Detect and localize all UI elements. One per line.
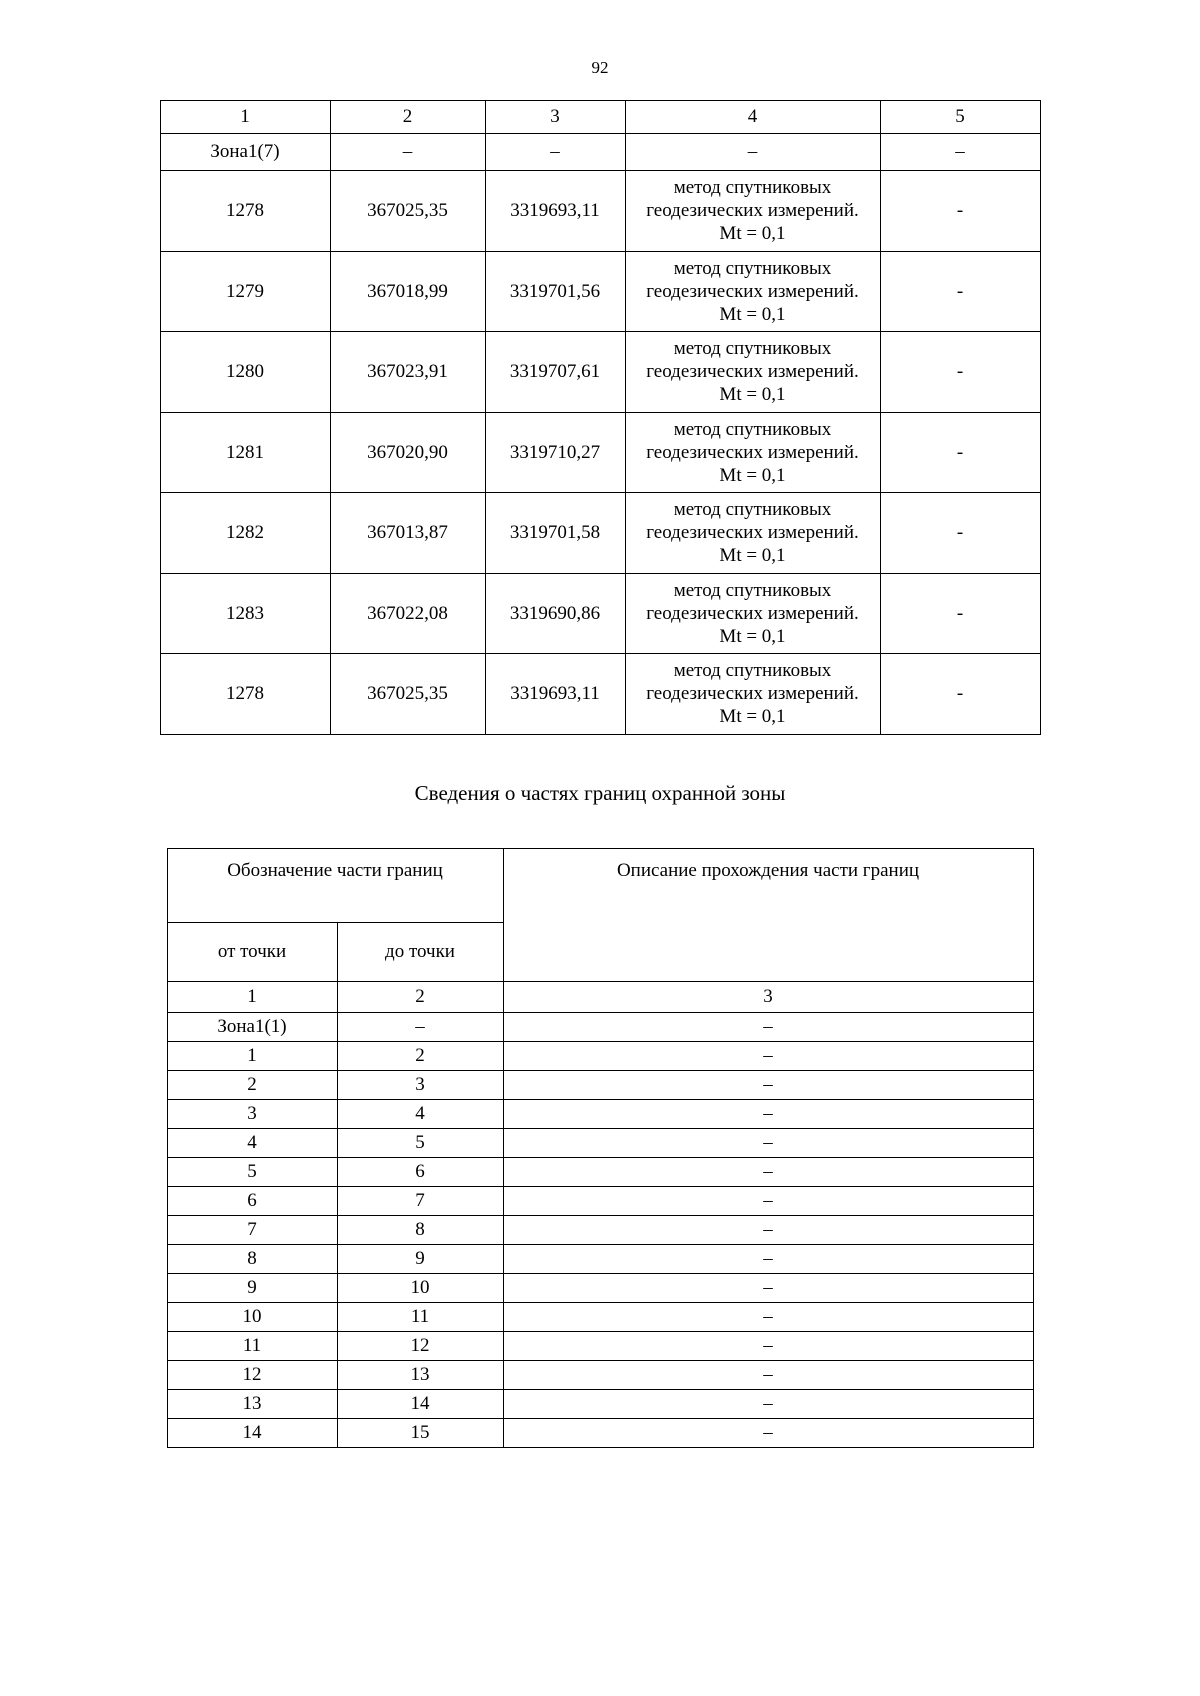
table-cell: - — [880, 251, 1040, 332]
column-header: 3 — [485, 101, 625, 134]
table-cell: 1 — [167, 1041, 337, 1070]
table-cell: метод спутниковых геодезических измерений. Mt = 0,1 — [625, 251, 880, 332]
table-cell: метод спутниковых геодезических измерений. Mt = 0,1 — [625, 493, 880, 574]
table-cell: – — [503, 1418, 1033, 1447]
table-cell: 14 — [167, 1418, 337, 1447]
table-cell: 3319707,61 — [485, 332, 625, 413]
table-cell: – — [503, 1070, 1033, 1099]
table-row — [167, 1099, 1033, 1128]
group-column-header: Обозначение части границ — [167, 848, 503, 922]
table-row — [167, 1012, 1033, 1041]
table-cell: 1278 — [160, 171, 330, 252]
table-row — [160, 493, 1040, 574]
table-cell: 367020,90 — [330, 412, 485, 493]
section-title: Сведения о частях границ охранной зоны — [414, 780, 786, 805]
coordinates-table-body — [160, 134, 1040, 735]
table-cell: – — [503, 1186, 1033, 1215]
table-cell: метод спутниковых геодезических измерений. Mt = 0,1 — [625, 573, 880, 654]
table-cell: 1282 — [160, 493, 330, 574]
table-row — [167, 1360, 1033, 1389]
table-row — [167, 1041, 1033, 1070]
table-cell: 1281 — [160, 412, 330, 493]
table-cell: 1283 — [160, 573, 330, 654]
table-cell: 8 — [167, 1244, 337, 1273]
table-cell: – — [337, 1012, 503, 1041]
to-point-header: до точки — [337, 922, 503, 981]
column-header: 2 — [330, 101, 485, 134]
boundary-parts-table — [167, 848, 1034, 1448]
table-cell: 6 — [167, 1186, 337, 1215]
table-cell: 14 — [337, 1389, 503, 1418]
page-number: 92 — [591, 58, 609, 77]
table-cell: - — [880, 573, 1040, 654]
table-cell: – — [503, 1244, 1033, 1273]
table-number-row — [167, 981, 1033, 1012]
table-cell: – — [503, 1331, 1033, 1360]
table-row — [160, 573, 1040, 654]
column-header: 4 — [625, 101, 880, 134]
table-cell: 3 — [337, 1070, 503, 1099]
table-cell: – — [880, 134, 1040, 171]
table-cell: – — [485, 134, 625, 171]
table-cell: 7 — [337, 1186, 503, 1215]
table-cell: 367025,35 — [330, 171, 485, 252]
table-cell: 13 — [167, 1389, 337, 1418]
description-column-header: Описание прохождения части границ — [503, 848, 1033, 981]
table-cell: 3319693,11 — [485, 171, 625, 252]
table-cell: 13 — [337, 1360, 503, 1389]
table-cell: 3319690,86 — [485, 573, 625, 654]
table-cell: 2 — [337, 1041, 503, 1070]
table-row — [167, 1302, 1033, 1331]
table-cell: 9 — [337, 1244, 503, 1273]
table-cell: - — [880, 654, 1040, 735]
table-row — [160, 654, 1040, 735]
table-cell: - — [880, 412, 1040, 493]
table-row — [167, 1215, 1033, 1244]
table-cell: 4 — [167, 1128, 337, 1157]
table-cell: – — [503, 1128, 1033, 1157]
table-row — [167, 1070, 1033, 1099]
coordinates-table — [160, 100, 1041, 735]
table-cell: 9 — [167, 1273, 337, 1302]
table-cell: – — [503, 1360, 1033, 1389]
table-cell: 3 — [167, 1099, 337, 1128]
table-cell: 1280 — [160, 332, 330, 413]
table-cell: 7 — [167, 1215, 337, 1244]
table-row — [167, 1273, 1033, 1302]
table-cell: – — [503, 1389, 1033, 1418]
table-cell: – — [503, 1012, 1033, 1041]
table-cell: - — [880, 493, 1040, 574]
table-cell: метод спутниковых геодезических измерений. Mt = 0,1 — [625, 332, 880, 413]
table-cell: 3319701,58 — [485, 493, 625, 574]
table-cell: – — [503, 1273, 1033, 1302]
table-row — [167, 1244, 1033, 1273]
table-header-row — [167, 848, 1033, 922]
table-row — [160, 251, 1040, 332]
table-row — [160, 171, 1040, 252]
table-row — [160, 412, 1040, 493]
column-number: 1 — [167, 981, 337, 1012]
table-cell: 8 — [337, 1215, 503, 1244]
table-cell: – — [503, 1157, 1033, 1186]
table-cell: 1278 — [160, 654, 330, 735]
table-cell: 367018,99 — [330, 251, 485, 332]
table-cell: 12 — [167, 1360, 337, 1389]
column-header: 1 — [160, 101, 330, 134]
table-cell: 367013,87 — [330, 493, 485, 574]
table-row — [167, 1128, 1033, 1157]
table-cell: 10 — [337, 1273, 503, 1302]
table-cell: 3319701,56 — [485, 251, 625, 332]
table-cell: 11 — [337, 1302, 503, 1331]
table-cell: 1279 — [160, 251, 330, 332]
coordinates-table-header — [160, 101, 1040, 134]
table-row — [167, 1389, 1033, 1418]
table-cell: 10 — [167, 1302, 337, 1331]
table-row — [167, 1186, 1033, 1215]
table-cell: Зона1(7) — [160, 134, 330, 171]
table-cell: 4 — [337, 1099, 503, 1128]
table-cell: – — [503, 1041, 1033, 1070]
boundary-parts-table-header — [167, 848, 1033, 1012]
table-cell: - — [880, 332, 1040, 413]
table-row — [167, 1157, 1033, 1186]
table-cell: 367022,08 — [330, 573, 485, 654]
table-cell: метод спутниковых геодезических измерений. Mt = 0,1 — [625, 412, 880, 493]
table-cell: 367025,35 — [330, 654, 485, 735]
column-number: 3 — [503, 981, 1033, 1012]
table-cell: 12 — [337, 1331, 503, 1360]
table-cell: – — [503, 1099, 1033, 1128]
table-cell: 15 — [337, 1418, 503, 1447]
table-cell: метод спутниковых геодезических измерений. Mt = 0,1 — [625, 171, 880, 252]
table-cell: 367023,91 — [330, 332, 485, 413]
table-cell: метод спутниковых геодезических измерений. Mt = 0,1 — [625, 654, 880, 735]
table-cell: – — [330, 134, 485, 171]
from-point-header: от точки — [167, 922, 337, 981]
table-row — [160, 332, 1040, 413]
table-cell: 11 — [167, 1331, 337, 1360]
boundary-parts-table-body — [167, 1012, 1033, 1447]
table-cell: – — [625, 134, 880, 171]
column-number: 2 — [337, 981, 503, 1012]
table-cell: Зона1(1) — [167, 1012, 337, 1041]
table-cell: 5 — [337, 1128, 503, 1157]
table-cell: – — [503, 1302, 1033, 1331]
table-cell: 2 — [167, 1070, 337, 1099]
table-row — [167, 1418, 1033, 1447]
table-cell: 3319710,27 — [485, 412, 625, 493]
table-cell: - — [880, 171, 1040, 252]
column-header: 5 — [880, 101, 1040, 134]
table-row — [167, 1331, 1033, 1360]
table-cell: – — [503, 1215, 1033, 1244]
table-cell: 6 — [337, 1157, 503, 1186]
table-row — [160, 134, 1040, 171]
table-header-row — [160, 101, 1040, 134]
table-cell: 5 — [167, 1157, 337, 1186]
table-cell: 3319693,11 — [485, 654, 625, 735]
